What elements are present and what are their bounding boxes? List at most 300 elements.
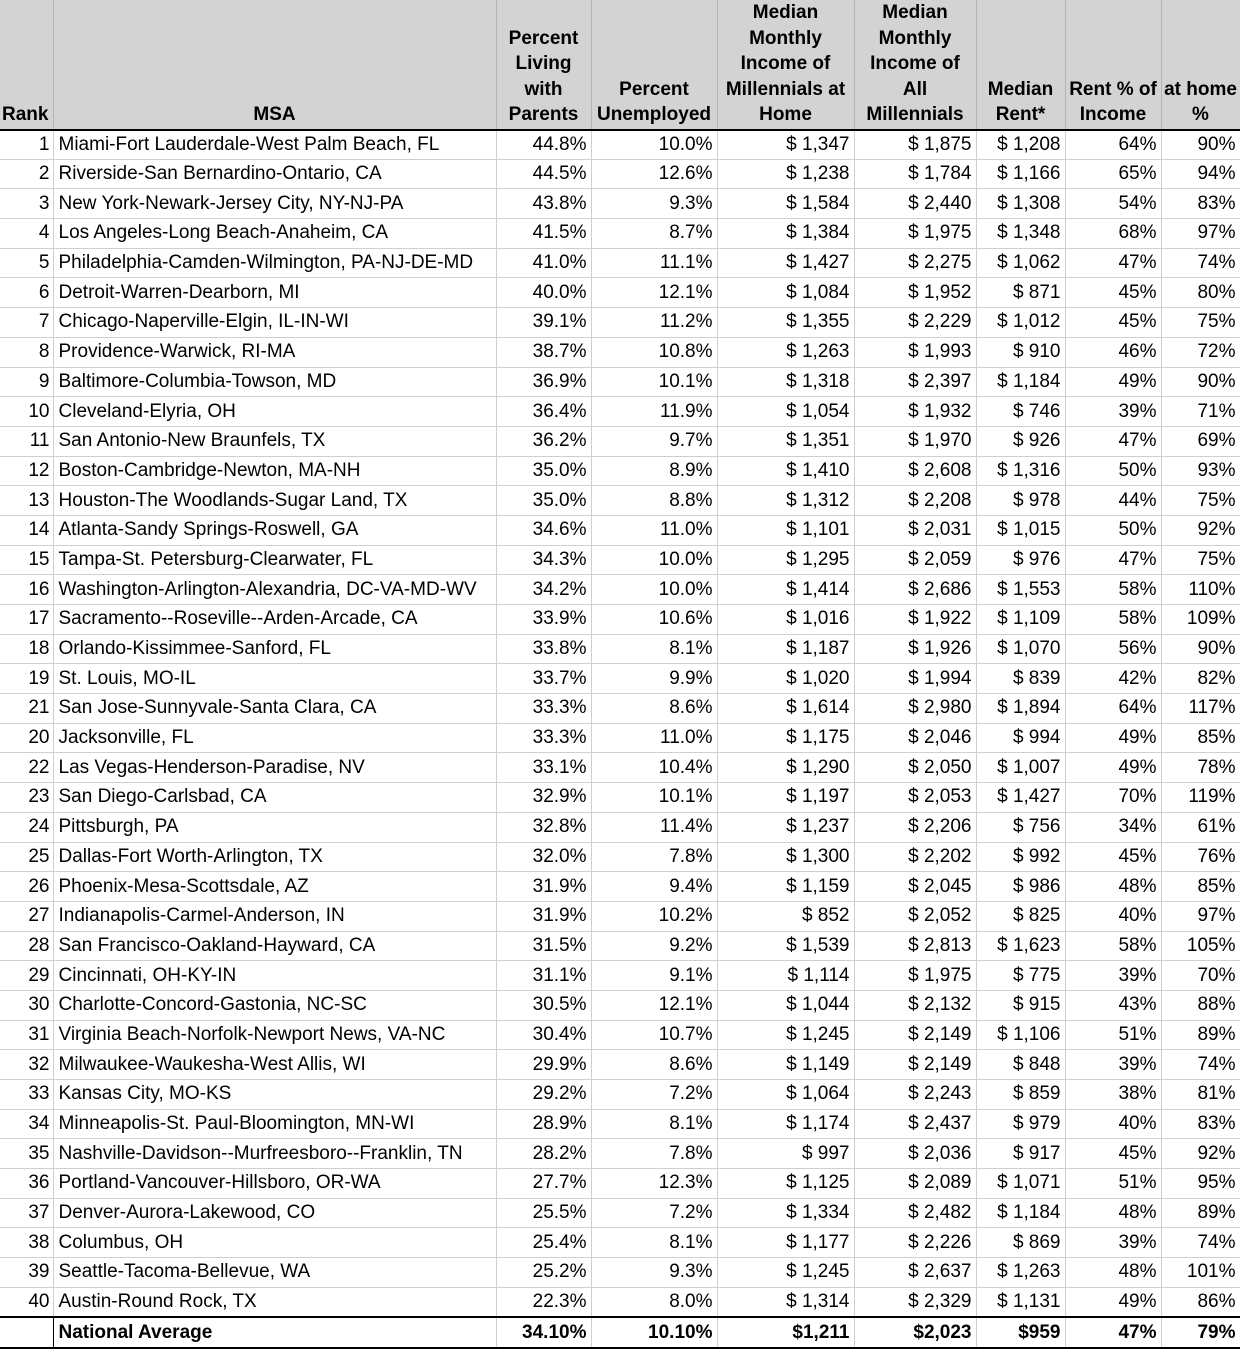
cell-rank: 30 <box>0 990 53 1020</box>
cell-income-all <box>854 308 976 338</box>
cell-rent-percent: 54% <box>1065 189 1161 219</box>
cell-msa: Miami-Fort Lauderdale-West Palm Beach, FL <box>53 130 496 160</box>
cell-income-all <box>854 664 976 694</box>
cell-value: $ 1,125 <box>786 1172 850 1194</box>
cell-percent-living-with-parents: 35.0% <box>496 486 591 516</box>
cell-value: $ 1,131 <box>997 1290 1061 1312</box>
cell-rent-percent: 45% <box>1065 308 1161 338</box>
cell-value: $ 1,427 <box>786 252 850 274</box>
header-at-home-percent: at home % <box>1161 0 1240 130</box>
table-row <box>0 753 1240 783</box>
cell-income-at-home <box>717 1080 854 1110</box>
cell-income-all <box>854 872 976 902</box>
cell-percent-living-with-parents: 34.6% <box>496 515 591 545</box>
cell-income-all <box>854 337 976 367</box>
cell-value: $ 1,975 <box>908 964 972 986</box>
table-row <box>0 278 1240 308</box>
cell-at-home-percent: 85% <box>1161 723 1240 753</box>
cell-value: $ 1,263 <box>997 1261 1061 1283</box>
cell-rent-percent: 47% <box>1065 545 1161 575</box>
cell-at-home-percent: 76% <box>1161 842 1240 872</box>
cell-median-rent <box>976 990 1065 1020</box>
cell-rent-percent: 47% <box>1065 426 1161 456</box>
cell-value: $ 1,187 <box>786 638 850 660</box>
cell-percent-unemployed: 11.0% <box>591 515 717 545</box>
cell-msa: Cincinnati, OH-KY-IN <box>53 961 496 991</box>
cell-rank: 10 <box>0 397 53 427</box>
cell-income-all <box>854 812 976 842</box>
cell-income-at-home <box>717 723 854 753</box>
cell-value: $ 1,384 <box>786 222 850 244</box>
cell-percent-unemployed: 11.9% <box>591 397 717 427</box>
table-row <box>0 872 1240 902</box>
cell-value: $ 1,312 <box>786 489 850 511</box>
cell-rent-percent: 51% <box>1065 1169 1161 1199</box>
cell-msa: Pittsburgh, PA <box>53 812 496 842</box>
header-rent-percent: Rent % of Income <box>1065 0 1161 130</box>
cell-value: $ 2,089 <box>908 1172 972 1194</box>
cell-value: $ 994 <box>1012 727 1061 749</box>
cell-msa: Las Vegas-Henderson-Paradise, NV <box>53 753 496 783</box>
cell-percent-living-with-parents: 31.5% <box>496 931 591 961</box>
cell-percent-living-with-parents: 44.5% <box>496 159 591 189</box>
cell-percent-unemployed: 12.3% <box>591 1169 717 1199</box>
cell-median-rent <box>976 575 1065 605</box>
cell-msa: Washington-Arlington-Alexandria, DC-VA-MD-WV <box>53 575 496 605</box>
cell-value: $ 1,295 <box>786 548 850 570</box>
cell-msa: Atlanta-Sandy Springs-Roswell, GA <box>53 515 496 545</box>
cell-income-at-home <box>717 961 854 991</box>
cell-percent-unemployed: 10.0% <box>591 545 717 575</box>
cell-percent-living-with-parents: 31.9% <box>496 872 591 902</box>
cell-median-rent <box>976 1258 1065 1288</box>
cell-value: $ 1,106 <box>997 1023 1061 1045</box>
cell-msa: Austin-Round Rock, TX <box>53 1287 496 1317</box>
cell-value: $ 1,174 <box>786 1113 850 1135</box>
cell-msa: Cleveland-Elyria, OH <box>53 397 496 427</box>
table-row <box>0 308 1240 338</box>
cell-msa: Minneapolis-St. Paul-Bloomington, MN-WI <box>53 1109 496 1139</box>
header-percent-living-with-parents: Percent Living with Parents <box>496 0 591 130</box>
cell-percent-unemployed: 9.2% <box>591 931 717 961</box>
cell-at-home-percent: 88% <box>1161 990 1240 1020</box>
cell-rent-percent: 50% <box>1065 456 1161 486</box>
cell-msa: Charlotte-Concord-Gastonia, NC-SC <box>53 990 496 1020</box>
cell-percent-unemployed: 11.1% <box>591 248 717 278</box>
total-rank-cell <box>0 1317 53 1348</box>
cell-median-rent <box>976 842 1065 872</box>
cell-at-home-percent: 74% <box>1161 248 1240 278</box>
cell-value: $ 1,054 <box>786 400 850 422</box>
table-row <box>0 1228 1240 1258</box>
cell-percent-unemployed: 8.6% <box>591 694 717 724</box>
cell-value: $ 1,410 <box>786 459 850 481</box>
cell-median-rent <box>976 219 1065 249</box>
cell-median-rent <box>976 1169 1065 1199</box>
cell-percent-living-with-parents: 35.0% <box>496 456 591 486</box>
cell-value: $ 1,245 <box>786 1261 850 1283</box>
cell-income-at-home <box>717 575 854 605</box>
cell-value: $ 1,584 <box>786 192 850 214</box>
cell-value: $ 976 <box>1012 548 1061 570</box>
cell-value: $ 2,208 <box>908 489 972 511</box>
cell-rank: 27 <box>0 901 53 931</box>
cell-rent-percent: 51% <box>1065 1020 1161 1050</box>
cell-rent-percent: 34% <box>1065 812 1161 842</box>
cell-value: $ 910 <box>1012 341 1061 363</box>
cell-percent-unemployed: 10.4% <box>591 753 717 783</box>
cell-at-home-percent: 92% <box>1161 515 1240 545</box>
cell-rank: 15 <box>0 545 53 575</box>
cell-value: $ 2,482 <box>908 1202 972 1224</box>
cell-value: $ 852 <box>801 905 850 927</box>
cell-income-at-home <box>717 1109 854 1139</box>
cell-value: $ 1,062 <box>997 252 1061 274</box>
table-row <box>0 634 1240 664</box>
cell-value: $ 2,229 <box>908 311 972 333</box>
cell-msa: Indianapolis-Carmel-Anderson, IN <box>53 901 496 931</box>
cell-rank: 9 <box>0 367 53 397</box>
cell-median-rent <box>976 872 1065 902</box>
cell-rent-percent: 48% <box>1065 1258 1161 1288</box>
cell-rent-percent: 58% <box>1065 931 1161 961</box>
cell-value: $ 1,614 <box>786 697 850 719</box>
table-row <box>0 189 1240 219</box>
cell-percent-living-with-parents: 36.4% <box>496 397 591 427</box>
cell-income-at-home <box>717 189 854 219</box>
cell-rank: 31 <box>0 1020 53 1050</box>
cell-rank: 20 <box>0 723 53 753</box>
cell-value: $ 1,197 <box>786 786 850 808</box>
cell-percent-living-with-parents: 33.9% <box>496 605 591 635</box>
cell-income-all <box>854 189 976 219</box>
cell-value: $ 756 <box>1012 816 1061 838</box>
cell-value: $ 1,314 <box>786 1290 850 1312</box>
cell-income-at-home <box>717 605 854 635</box>
cell-at-home-percent: 85% <box>1161 872 1240 902</box>
cell-income-at-home <box>717 1228 854 1258</box>
cell-median-rent <box>976 1109 1065 1139</box>
cell-value: $ 1,071 <box>997 1172 1061 1194</box>
total-income-all: $2,023 <box>854 1317 976 1348</box>
cell-percent-living-with-parents: 31.9% <box>496 901 591 931</box>
cell-percent-unemployed: 11.4% <box>591 812 717 842</box>
cell-at-home-percent: 97% <box>1161 901 1240 931</box>
cell-income-all <box>854 397 976 427</box>
cell-median-rent <box>976 664 1065 694</box>
cell-income-all <box>854 931 976 961</box>
total-percent-living-with-parents: 34.10% <box>496 1317 591 1348</box>
table-row <box>0 1050 1240 1080</box>
cell-msa: Virginia Beach-Norfolk-Newport News, VA-NC <box>53 1020 496 1050</box>
cell-percent-living-with-parents: 39.1% <box>496 308 591 338</box>
cell-at-home-percent: 110% <box>1161 575 1240 605</box>
cell-value: $ 1,101 <box>786 519 850 541</box>
cell-rent-percent: 50% <box>1065 515 1161 545</box>
cell-value: $ 1,007 <box>997 756 1061 778</box>
table-row <box>0 248 1240 278</box>
total-percent-unemployed: 10.10% <box>591 1317 717 1348</box>
cell-at-home-percent: 78% <box>1161 753 1240 783</box>
cell-income-all <box>854 605 976 635</box>
cell-rank: 37 <box>0 1198 53 1228</box>
table-row <box>0 1198 1240 1228</box>
cell-value: $ 1,149 <box>786 1053 850 1075</box>
cell-income-all <box>854 634 976 664</box>
cell-at-home-percent: 70% <box>1161 961 1240 991</box>
cell-median-rent <box>976 248 1065 278</box>
cell-value: $ 2,031 <box>908 519 972 541</box>
cell-percent-living-with-parents: 32.0% <box>496 842 591 872</box>
cell-median-rent <box>976 1020 1065 1050</box>
cell-median-rent <box>976 515 1065 545</box>
cell-income-all <box>854 219 976 249</box>
cell-rent-percent: 70% <box>1065 783 1161 813</box>
cell-income-at-home <box>717 842 854 872</box>
cell-percent-living-with-parents: 25.4% <box>496 1228 591 1258</box>
cell-income-at-home <box>717 397 854 427</box>
cell-percent-unemployed: 8.0% <box>591 1287 717 1317</box>
cell-percent-living-with-parents: 33.7% <box>496 664 591 694</box>
cell-median-rent <box>976 130 1065 160</box>
table-row <box>0 426 1240 456</box>
table-row <box>0 1287 1240 1317</box>
cell-rank: 4 <box>0 219 53 249</box>
cell-value: $ 1,334 <box>786 1202 850 1224</box>
cell-value: $ 1,926 <box>908 638 972 660</box>
cell-msa: Phoenix-Mesa-Scottsdale, AZ <box>53 872 496 902</box>
cell-income-at-home <box>717 1258 854 1288</box>
cell-percent-living-with-parents: 36.9% <box>496 367 591 397</box>
cell-income-at-home <box>717 367 854 397</box>
cell-value: $ 871 <box>1012 281 1061 303</box>
cell-value: $ 1,020 <box>786 667 850 689</box>
table-row <box>0 486 1240 516</box>
cell-rank: 7 <box>0 308 53 338</box>
header-row <box>0 0 1240 130</box>
cell-rent-percent: 58% <box>1065 575 1161 605</box>
cell-median-rent <box>976 426 1065 456</box>
cell-percent-unemployed: 9.3% <box>591 189 717 219</box>
cell-value: $ 978 <box>1012 489 1061 511</box>
cell-value: $ 997 <box>801 1142 850 1164</box>
cell-income-at-home <box>717 1139 854 1169</box>
cell-value: $ 2,440 <box>908 192 972 214</box>
cell-value: $ 1,875 <box>908 133 972 155</box>
header-median-rent: Median Rent* <box>976 0 1065 130</box>
cell-value: $ 2,243 <box>908 1083 972 1105</box>
cell-rank: 32 <box>0 1050 53 1080</box>
cell-msa: Milwaukee-Waukesha-West Allis, WI <box>53 1050 496 1080</box>
cell-median-rent <box>976 337 1065 367</box>
cell-percent-unemployed: 11.2% <box>591 308 717 338</box>
cell-value: $ 1,237 <box>786 816 850 838</box>
cell-income-all <box>854 753 976 783</box>
cell-value: $ 915 <box>1012 994 1061 1016</box>
cell-median-rent <box>976 1228 1065 1258</box>
cell-rent-percent: 64% <box>1065 130 1161 160</box>
table-row <box>0 931 1240 961</box>
cell-at-home-percent: 117% <box>1161 694 1240 724</box>
table-row <box>0 575 1240 605</box>
cell-msa: Houston-The Woodlands-Sugar Land, TX <box>53 486 496 516</box>
cell-median-rent <box>976 456 1065 486</box>
cell-rent-percent: 46% <box>1065 337 1161 367</box>
total-income-at-home: $1,211 <box>717 1317 854 1348</box>
cell-income-all <box>854 1050 976 1080</box>
cell-income-all <box>854 575 976 605</box>
cell-msa: Dallas-Fort Worth-Arlington, TX <box>53 842 496 872</box>
cell-value: $ 869 <box>1012 1231 1061 1253</box>
table-row <box>0 901 1240 931</box>
cell-rent-percent: 49% <box>1065 367 1161 397</box>
cell-value: $ 1,263 <box>786 341 850 363</box>
cell-income-at-home <box>717 1050 854 1080</box>
table-row <box>0 1169 1240 1199</box>
cell-rank: 2 <box>0 159 53 189</box>
cell-value: $ 1,177 <box>786 1231 850 1253</box>
cell-income-at-home <box>717 694 854 724</box>
cell-income-at-home <box>717 130 854 160</box>
cell-percent-living-with-parents: 29.2% <box>496 1080 591 1110</box>
cell-percent-living-with-parents: 28.2% <box>496 1139 591 1169</box>
cell-percent-living-with-parents: 43.8% <box>496 189 591 219</box>
cell-income-all <box>854 1080 976 1110</box>
cell-value: $ 2,397 <box>908 370 972 392</box>
cell-value: $ 1,553 <box>997 578 1061 600</box>
cell-value: $ 1,064 <box>786 1083 850 1105</box>
cell-percent-unemployed: 9.9% <box>591 664 717 694</box>
total-at-home-percent: 79% <box>1161 1317 1240 1348</box>
cell-median-rent <box>976 961 1065 991</box>
table-row <box>0 397 1240 427</box>
cell-income-all <box>854 515 976 545</box>
cell-rank: 33 <box>0 1080 53 1110</box>
cell-rent-percent: 45% <box>1065 842 1161 872</box>
cell-percent-unemployed: 10.6% <box>591 605 717 635</box>
cell-median-rent <box>976 486 1065 516</box>
cell-median-rent <box>976 159 1065 189</box>
cell-income-at-home <box>717 1169 854 1199</box>
cell-income-all <box>854 1109 976 1139</box>
cell-value: $ 848 <box>1012 1053 1061 1075</box>
total-rent-percent: 47% <box>1065 1317 1161 1348</box>
cell-income-at-home <box>717 308 854 338</box>
cell-percent-living-with-parents: 33.3% <box>496 694 591 724</box>
cell-msa: Riverside-San Bernardino-Ontario, CA <box>53 159 496 189</box>
cell-rent-percent: 39% <box>1065 1050 1161 1080</box>
cell-value: $ 1,290 <box>786 756 850 778</box>
cell-msa: Nashville-Davidson--Murfreesboro--Franklin, TN <box>53 1139 496 1169</box>
cell-value: $ 1,084 <box>786 281 850 303</box>
cell-value: $ 1,348 <box>997 222 1061 244</box>
cell-at-home-percent: 93% <box>1161 456 1240 486</box>
cell-median-rent <box>976 189 1065 219</box>
cell-rent-percent: 58% <box>1065 605 1161 635</box>
cell-rent-percent: 49% <box>1065 753 1161 783</box>
cell-median-rent <box>976 1080 1065 1110</box>
cell-percent-unemployed: 9.7% <box>591 426 717 456</box>
cell-rank: 16 <box>0 575 53 605</box>
cell-value: $ 2,059 <box>908 548 972 570</box>
cell-msa: St. Louis, MO-IL <box>53 664 496 694</box>
cell-rent-percent: 44% <box>1065 486 1161 516</box>
cell-income-at-home <box>717 872 854 902</box>
cell-value: $ 1,952 <box>908 281 972 303</box>
cell-value: $ 1,347 <box>786 133 850 155</box>
cell-at-home-percent: 92% <box>1161 1139 1240 1169</box>
cell-rent-percent: 39% <box>1065 961 1161 991</box>
cell-rent-percent: 40% <box>1065 1109 1161 1139</box>
cell-rank: 38 <box>0 1228 53 1258</box>
cell-value: $ 2,053 <box>908 786 972 808</box>
cell-at-home-percent: 86% <box>1161 1287 1240 1317</box>
cell-income-at-home <box>717 664 854 694</box>
cell-income-all <box>854 1228 976 1258</box>
cell-income-all <box>854 1169 976 1199</box>
cell-rank: 39 <box>0 1258 53 1288</box>
cell-income-all <box>854 248 976 278</box>
cell-rent-percent: 38% <box>1065 1080 1161 1110</box>
cell-percent-unemployed: 10.7% <box>591 1020 717 1050</box>
table-row <box>0 723 1240 753</box>
cell-value: $ 825 <box>1012 905 1061 927</box>
cell-msa: New York-Newark-Jersey City, NY-NJ-PA <box>53 189 496 219</box>
cell-at-home-percent: 119% <box>1161 783 1240 813</box>
table-row <box>0 1258 1240 1288</box>
cell-percent-living-with-parents: 38.7% <box>496 337 591 367</box>
cell-percent-unemployed: 7.2% <box>591 1198 717 1228</box>
cell-value: $ 1,351 <box>786 430 850 452</box>
cell-value: $ 1,012 <box>997 311 1061 333</box>
cell-income-at-home <box>717 783 854 813</box>
cell-percent-living-with-parents: 29.9% <box>496 1050 591 1080</box>
cell-income-at-home <box>717 456 854 486</box>
header-msa: MSA <box>53 0 496 130</box>
table-row <box>0 664 1240 694</box>
cell-msa: Denver-Aurora-Lakewood, CO <box>53 1198 496 1228</box>
cell-msa: San Diego-Carlsbad, CA <box>53 783 496 813</box>
cell-at-home-percent: 83% <box>1161 189 1240 219</box>
cell-value: $ 1,970 <box>908 430 972 452</box>
cell-percent-unemployed: 8.8% <box>591 486 717 516</box>
cell-percent-unemployed: 7.8% <box>591 1139 717 1169</box>
cell-rank: 13 <box>0 486 53 516</box>
cell-at-home-percent: 71% <box>1161 397 1240 427</box>
cell-rent-percent: 40% <box>1065 901 1161 931</box>
cell-msa: Jacksonville, FL <box>53 723 496 753</box>
cell-at-home-percent: 83% <box>1161 1109 1240 1139</box>
cell-msa: Columbus, OH <box>53 1228 496 1258</box>
cell-income-all <box>854 842 976 872</box>
cell-income-all <box>854 159 976 189</box>
cell-msa: Tampa-St. Petersburg-Clearwater, FL <box>53 545 496 575</box>
cell-at-home-percent: 95% <box>1161 1169 1240 1199</box>
table-row <box>0 961 1240 991</box>
cell-income-at-home <box>717 426 854 456</box>
cell-at-home-percent: 101% <box>1161 1258 1240 1288</box>
cell-percent-unemployed: 10.0% <box>591 130 717 160</box>
cell-income-all <box>854 130 976 160</box>
cell-value: $ 2,980 <box>908 697 972 719</box>
cell-median-rent <box>976 1198 1065 1228</box>
cell-at-home-percent: 72% <box>1161 337 1240 367</box>
cell-value: $ 1,238 <box>786 163 850 185</box>
cell-percent-living-with-parents: 36.2% <box>496 426 591 456</box>
cell-income-all <box>854 783 976 813</box>
cell-rank: 35 <box>0 1139 53 1169</box>
cell-percent-living-with-parents: 33.8% <box>496 634 591 664</box>
